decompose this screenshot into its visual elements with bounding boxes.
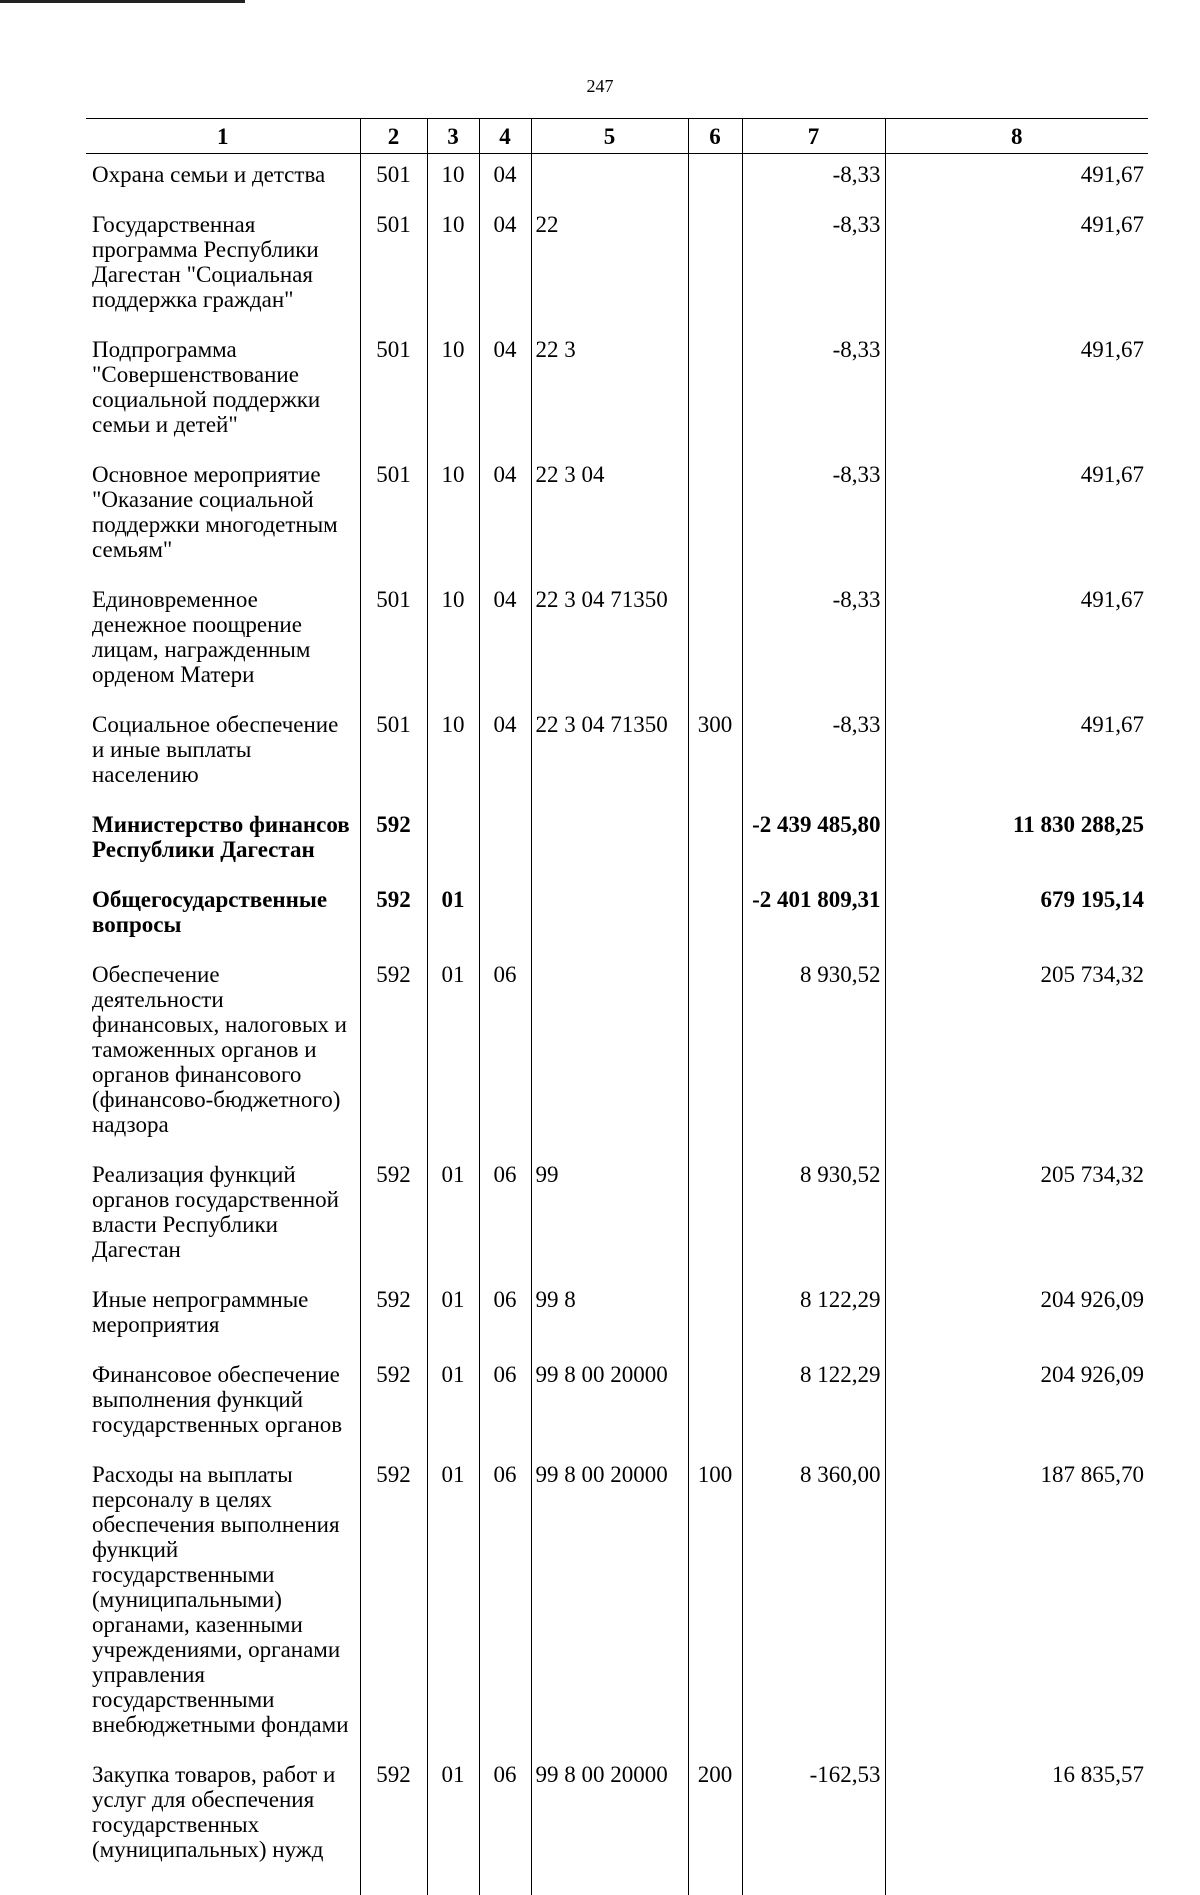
row-name-cell: Социальное обеспечение и иные выплаты населению [86,700,360,800]
change-amount-cell: 8 930,52 [742,1150,885,1275]
subsection-code-cell: 06 [479,1750,531,1895]
row-name-cell: Министерство финансов Республики Дагестан [86,800,360,875]
section-code-cell: 10 [427,154,479,201]
subsection-code-cell [479,875,531,950]
expense-type-cell [688,800,742,875]
table-row [86,700,1148,800]
change-amount-cell: -8,33 [742,154,885,201]
table-body [86,154,1148,1895]
column-header: 3 [427,119,479,154]
subsection-code-cell: 04 [479,575,531,700]
change-amount-cell: -8,33 [742,700,885,800]
ministry-code-cell: 592 [360,1750,427,1895]
change-amount-cell: 8 930,52 [742,950,885,1150]
row-name-cell: Государственная программа Республики Дагестан "Социальная поддержка граждан" [86,200,360,325]
expense-type-cell [688,875,742,950]
subsection-code-cell: 04 [479,325,531,450]
expense-type-cell: 300 [688,700,742,800]
total-amount-cell: 491,67 [885,575,1148,700]
change-amount-cell: -162,53 [742,1750,885,1895]
row-name-cell: Единовременное денежное поощрение лицам, награжденным орденом Матери [86,575,360,700]
total-amount-cell: 679 195,14 [885,875,1148,950]
total-amount-cell: 491,67 [885,700,1148,800]
change-amount-cell: 8 122,29 [742,1350,885,1450]
total-amount-cell: 491,67 [885,200,1148,325]
ministry-code-cell: 592 [360,800,427,875]
ministry-code-cell: 501 [360,154,427,201]
expense-type-cell [688,1275,742,1350]
subsection-code-cell: 06 [479,950,531,1150]
total-amount-cell: 491,67 [885,154,1148,201]
expense-type-cell [688,154,742,201]
change-amount-cell: -2 401 809,31 [742,875,885,950]
change-amount-cell: -8,33 [742,200,885,325]
change-amount-cell: 8 360,00 [742,1450,885,1750]
ministry-code-cell: 501 [360,200,427,325]
subsection-code-cell: 04 [479,154,531,201]
section-code-cell: 01 [427,1350,479,1450]
total-amount-cell: 205 734,32 [885,1150,1148,1275]
target-article-cell: 99 [531,1150,688,1275]
row-name-cell: Закупка товаров, работ и услуг для обеспечения государственных (муниципальных) нужд [86,1750,360,1895]
row-name-cell: Реализация функций органов государственной власти Республики Дагестан [86,1150,360,1275]
change-amount-cell: -8,33 [742,450,885,575]
total-amount-cell: 205 734,32 [885,950,1148,1150]
header-row [86,119,1148,154]
section-code-cell: 01 [427,1150,479,1275]
target-article-cell: 99 8 [531,1275,688,1350]
total-amount-cell: 204 926,09 [885,1350,1148,1450]
section-code-cell: 10 [427,200,479,325]
target-article-cell: 99 8 00 20000 [531,1450,688,1750]
column-header: 8 [885,119,1148,154]
expense-type-cell [688,325,742,450]
subsection-code-cell [479,800,531,875]
section-code-cell: 10 [427,325,479,450]
table-row [86,575,1148,700]
expense-type-cell [688,200,742,325]
change-amount-cell: -8,33 [742,575,885,700]
table-row [86,200,1148,325]
total-amount-cell: 491,67 [885,450,1148,575]
ministry-code-cell: 501 [360,325,427,450]
section-code-cell: 10 [427,450,479,575]
row-name-cell: Обеспечение деятельности финансовых, налоговых и таможенных органов и органов финансового (финансово-бюджетного) надзора [86,950,360,1150]
total-amount-cell: 491,67 [885,325,1148,450]
ministry-code-cell: 592 [360,1275,427,1350]
subsection-code-cell: 06 [479,1275,531,1350]
row-name-cell: Расходы на выплаты персоналу в целях обеспечения выполнения функций государственными (муниципальными) органами, казенными учреждениями, органами управления государственными внебюджетными фондами [86,1450,360,1750]
ministry-code-cell: 592 [360,1350,427,1450]
target-article-cell: 22 3 [531,325,688,450]
section-code-cell: 10 [427,575,479,700]
subsection-code-cell: 06 [479,1450,531,1750]
row-name-cell: Основное мероприятие "Оказание социальной поддержки многодетным семьям" [86,450,360,575]
expense-type-cell: 100 [688,1450,742,1750]
row-name-cell: Общегосударственные вопросы [86,875,360,950]
table-row [86,154,1148,201]
row-name-cell: Иные непрограммные мероприятия [86,1275,360,1350]
total-amount-cell: 16 835,57 [885,1750,1148,1895]
target-article-cell [531,875,688,950]
section-code-cell: 01 [427,875,479,950]
row-name-cell: Подпрограмма "Совершенствование социальной поддержки семьи и детей" [86,325,360,450]
subsection-code-cell: 04 [479,450,531,575]
budget-table [86,118,1148,1895]
column-header: 2 [360,119,427,154]
total-amount-cell: 11 830 288,25 [885,800,1148,875]
target-article-cell: 99 8 00 20000 [531,1350,688,1450]
row-name-cell: Охрана семьи и детства [86,154,360,201]
table-row [86,875,1148,950]
scan-edge-line [0,0,245,3]
target-article-cell [531,800,688,875]
total-amount-cell: 204 926,09 [885,1275,1148,1350]
ministry-code-cell: 501 [360,575,427,700]
column-header: 1 [86,119,360,154]
table-row [86,1275,1148,1350]
section-code-cell: 01 [427,1275,479,1350]
change-amount-cell: -2 439 485,80 [742,800,885,875]
subsection-code-cell: 06 [479,1150,531,1275]
column-header: 4 [479,119,531,154]
target-article-cell: 22 [531,200,688,325]
page-number: 247 [0,76,1200,97]
target-article-cell: 22 3 04 71350 [531,575,688,700]
ministry-code-cell: 592 [360,1450,427,1750]
subsection-code-cell: 06 [479,1350,531,1450]
ministry-code-cell: 592 [360,950,427,1150]
expense-type-cell [688,1150,742,1275]
column-header: 7 [742,119,885,154]
table-row [86,1450,1148,1750]
expense-type-cell [688,1350,742,1450]
ministry-code-cell: 592 [360,1150,427,1275]
change-amount-cell: -8,33 [742,325,885,450]
target-article-cell: 22 3 04 [531,450,688,575]
subsection-code-cell: 04 [479,200,531,325]
target-article-cell [531,950,688,1150]
section-code-cell: 10 [427,700,479,800]
expense-type-cell: 200 [688,1750,742,1895]
ministry-code-cell: 501 [360,450,427,575]
target-article-cell: 22 3 04 71350 [531,700,688,800]
subsection-code-cell: 04 [479,700,531,800]
expense-type-cell [688,575,742,700]
column-header: 5 [531,119,688,154]
section-code-cell [427,800,479,875]
ministry-code-cell: 592 [360,875,427,950]
table-row [86,1750,1148,1895]
table-row [86,950,1148,1150]
total-amount-cell: 187 865,70 [885,1450,1148,1750]
table-row [86,450,1148,575]
target-article-cell [531,154,688,201]
section-code-cell: 01 [427,950,479,1150]
table-row [86,1150,1148,1275]
column-header: 6 [688,119,742,154]
expense-type-cell [688,950,742,1150]
section-code-cell: 01 [427,1750,479,1895]
section-code-cell: 01 [427,1450,479,1750]
target-article-cell: 99 8 00 20000 [531,1750,688,1895]
expense-type-cell [688,450,742,575]
row-name-cell: Финансовое обеспечение выполнения функций государственных органов [86,1350,360,1450]
table-row [86,1350,1148,1450]
table-row [86,800,1148,875]
change-amount-cell: 8 122,29 [742,1275,885,1350]
table-row [86,325,1148,450]
ministry-code-cell: 501 [360,700,427,800]
